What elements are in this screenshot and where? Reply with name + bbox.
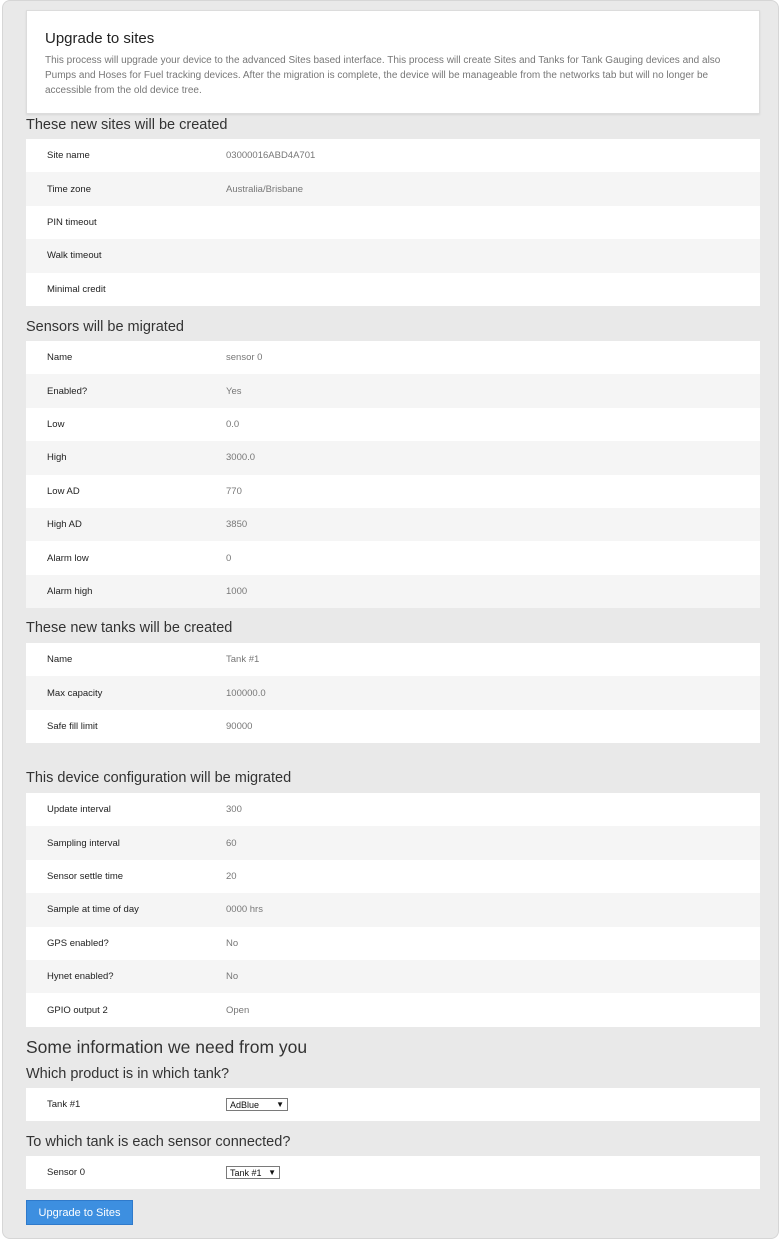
table-row	[26, 172, 760, 205]
info-section-title: Some information we need from you	[26, 1037, 308, 1057]
sensor-tanks-section-title: To which tank is each sensor connected?	[26, 1134, 291, 1150]
row-label: Tank #1	[47, 1099, 81, 1111]
table-row	[26, 575, 760, 608]
table-row	[26, 993, 760, 1026]
row-label: Time zone	[47, 183, 91, 195]
row-value: 60	[226, 837, 237, 849]
row-value: No	[226, 937, 239, 949]
table-row	[26, 860, 760, 893]
row-label: High	[47, 452, 67, 464]
row-value: 100000.0	[226, 687, 266, 699]
products-table	[26, 1088, 760, 1121]
row-label: Hynet enabled?	[47, 971, 114, 983]
triangle-down-icon: ▼	[276, 1100, 284, 1110]
row-label: Alarm high	[47, 585, 93, 597]
row-label: Sample at time of day	[47, 904, 139, 916]
row-value: 03000016ABD4A701	[226, 150, 316, 162]
select-value: AdBlue	[230, 1099, 260, 1110]
row-value: Open	[226, 1004, 250, 1016]
product-select[interactable]	[226, 1098, 288, 1111]
table-row	[26, 1156, 760, 1189]
table-row	[26, 206, 760, 239]
table-row	[26, 273, 760, 306]
table-row	[26, 960, 760, 993]
row-label: Name	[47, 654, 73, 666]
sensors-section-title: Sensors will be migrated	[26, 319, 184, 335]
row-value: 0	[226, 552, 232, 564]
sites-section-title: These new sites will be created	[26, 117, 228, 133]
intro-panel	[26, 10, 760, 114]
table-row	[26, 408, 760, 441]
row-value: 1000	[226, 585, 248, 597]
page-title: Upgrade to sites	[45, 30, 155, 47]
config-table	[26, 793, 760, 1027]
row-label: Enabled?	[47, 385, 88, 397]
table-row	[26, 793, 760, 826]
row-value: 770	[226, 485, 242, 497]
row-label: GPS enabled?	[47, 937, 109, 949]
row-value: 0.0	[226, 418, 240, 430]
table-row	[26, 239, 760, 272]
sensors-table	[26, 341, 760, 608]
config-section-title: This device configuration will be migrated	[26, 770, 292, 786]
row-value: 20	[226, 870, 237, 882]
table-row	[26, 826, 760, 859]
row-value: 3000.0	[226, 452, 256, 464]
table-row	[26, 139, 760, 172]
row-label: PIN timeout	[47, 216, 97, 228]
row-label: GPIO output 2	[47, 1004, 108, 1016]
triangle-down-icon: ▼	[268, 1168, 276, 1178]
table-row	[26, 508, 760, 541]
tanks-table	[26, 643, 760, 743]
row-value: Australia/Brisbane	[226, 183, 304, 195]
row-label: Low AD	[47, 485, 80, 497]
row-label: Minimal credit	[47, 283, 106, 295]
table-row	[26, 710, 760, 743]
row-label: Max capacity	[47, 687, 103, 699]
row-value: 300	[226, 804, 242, 816]
products-section-title: Which product is in which tank?	[26, 1066, 230, 1082]
table-row	[26, 374, 760, 407]
table-row	[26, 676, 760, 709]
row-value: sensor 0	[226, 352, 263, 364]
table-row	[26, 341, 760, 374]
row-label: Low	[47, 418, 65, 430]
row-value: 0000 hrs	[226, 904, 263, 916]
table-row	[26, 475, 760, 508]
row-label: Site name	[47, 150, 90, 162]
row-label: High AD	[47, 519, 82, 531]
row-value: 90000	[226, 720, 253, 732]
table-row	[26, 441, 760, 474]
table-row	[26, 927, 760, 960]
table-row	[26, 893, 760, 926]
table-row	[26, 643, 760, 676]
row-label: Walk timeout	[47, 250, 102, 262]
row-label: Alarm low	[47, 552, 89, 564]
select-value: Tank #1	[230, 1167, 262, 1178]
sites-table	[26, 139, 760, 306]
table-row	[26, 541, 760, 574]
row-value: No	[226, 971, 239, 983]
intro-description: This process will upgrade your device to the advanced Sites based interface. This process will create Sites and Tanks for Tank Gauging devices and also Pumps and Hoses for Fuel tracking devices. After the migration is complete, the device will be manageable from the networks tab but will no longer be accessible from the old device tree.	[45, 55, 721, 96]
tank-select[interactable]	[226, 1166, 280, 1179]
upgrade-to-sites-button[interactable]: Upgrade to Sites	[26, 1200, 133, 1225]
sensor-tanks-table	[26, 1156, 760, 1189]
row-label: Sampling interval	[47, 837, 120, 849]
tanks-section-title: These new tanks will be created	[26, 620, 233, 636]
row-label: Safe fill limit	[47, 720, 98, 732]
row-label: Name	[47, 352, 73, 364]
row-label: Sensor 0	[47, 1167, 86, 1179]
row-value: Tank #1	[226, 654, 260, 666]
row-value: 3850	[226, 519, 248, 531]
row-label: Update interval	[47, 804, 111, 816]
row-label: Sensor settle time	[47, 870, 124, 882]
table-row	[26, 1088, 760, 1121]
row-value: Yes	[226, 385, 242, 397]
